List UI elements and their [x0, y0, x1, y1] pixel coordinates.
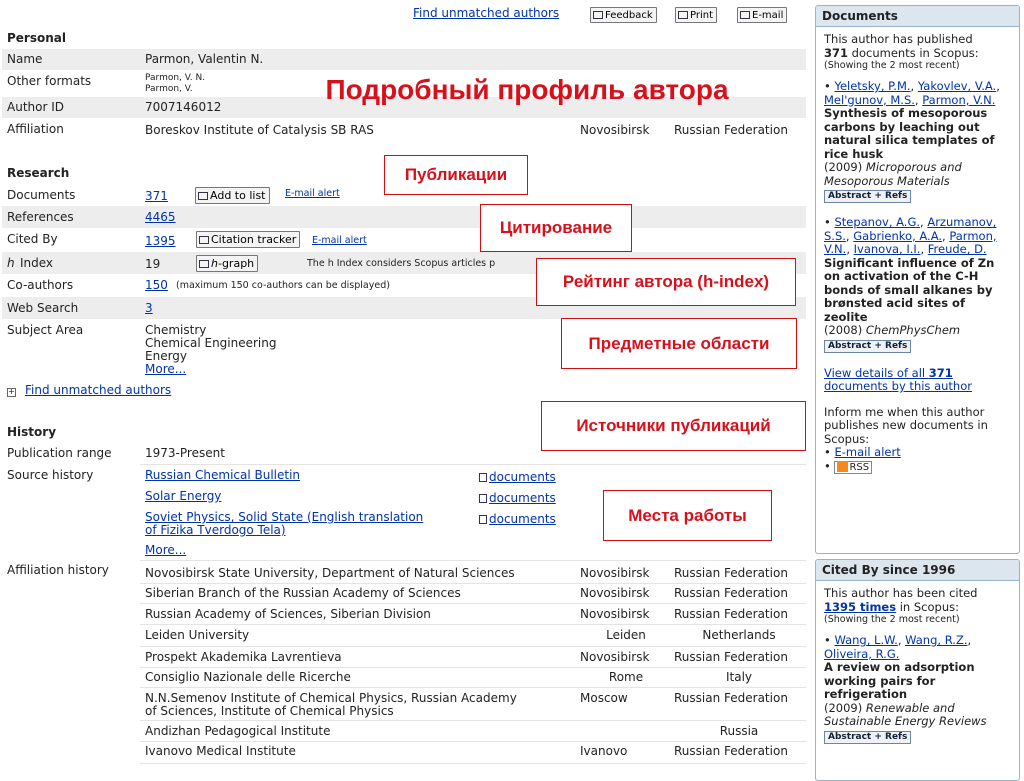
document-icon	[479, 515, 487, 524]
cited-by-panel	[815, 559, 1020, 781]
source-title-link[interactable]: Soviet Physics, Solid State (English translation	[145, 510, 424, 524]
print-label: Print	[690, 10, 714, 21]
subject-item: Energy	[145, 349, 188, 363]
abstract-refs-button[interactable]: Abstract + Refs	[824, 340, 911, 353]
name-value: Parmon, Valentin N.	[145, 52, 264, 66]
annotation-workplaces: Места работы	[603, 490, 772, 541]
cited-by-label: Cited By	[7, 232, 58, 246]
source-title-link-cont[interactable]: of Fizika Tverdogo Tela)	[145, 523, 286, 537]
cited-intro-text: This author has been cited	[824, 586, 978, 600]
affiliation-history-country: Russian Federation	[674, 566, 788, 580]
author-link[interactable]: Yakovlev, V.A.	[917, 79, 997, 93]
documents-intro	[824, 33, 1011, 60]
document-icon	[479, 473, 487, 482]
annotation-h-index: Рейтинг автора (h-index)	[536, 258, 796, 306]
view-all-documents-link[interactable]	[824, 367, 1011, 394]
envelope-icon	[740, 11, 750, 19]
affiliation-history-country: Russia	[719, 724, 759, 738]
affiliation-history-country: Russian Federation	[674, 586, 788, 600]
affiliation-history-name: Russian Academy of Sciences, Siberian Division	[145, 607, 431, 621]
author-link[interactable]: Wang, L.W.	[834, 633, 898, 647]
separator	[140, 560, 806, 561]
abstract-refs-button[interactable]: Abstract + Refs	[824, 190, 911, 203]
web-search-label: Web Search	[7, 301, 79, 315]
author-link[interactable]: Ivanova, I.I.	[853, 242, 921, 256]
affiliation-history-row	[2, 563, 806, 583]
affiliation-history-country: Russian Federation	[674, 691, 788, 705]
affiliation-history-city: Novosibirsk	[580, 586, 650, 600]
cited-by-panel-title: Cited By since 1996	[816, 560, 1019, 581]
cited-intro-text-2: in Scopus:	[896, 599, 959, 614]
cited-intro	[824, 587, 1011, 614]
citation-tracker-label: Citation tracker	[211, 233, 297, 246]
find-unmatched-authors-link-2[interactable]: Find unmatched authors	[25, 383, 172, 397]
documents-panel-count: 371	[824, 45, 849, 60]
affiliation-history-row	[2, 688, 806, 720]
document-year: (2009)	[824, 160, 863, 174]
documents-count-link[interactable]: 371	[145, 189, 168, 203]
rss-icon	[837, 461, 848, 472]
annotation-citations: Цитирование	[480, 204, 632, 252]
personal-heading: Personal	[7, 31, 66, 45]
cited-showing-note: (Showing the 2 most recent)	[824, 614, 960, 625]
add-to-list-button[interactable]	[195, 187, 270, 204]
author-link[interactable]: Stepanov, A.G.	[834, 215, 921, 229]
other-formats-label: Other formats	[7, 74, 92, 88]
alert-email-item: • E-mail alert	[824, 445, 901, 459]
find-unmatched-authors-link[interactable]: Find unmatched authors	[413, 6, 560, 20]
feedback-icon	[593, 11, 603, 19]
name-label: Name	[7, 52, 43, 66]
affiliation-city: Novosibirsk	[580, 123, 650, 137]
documents-showing-note: (Showing the 2 most recent)	[824, 60, 960, 71]
affiliation-history-city: Novosibirsk	[580, 607, 650, 621]
affiliation-history-city: Novosibirsk	[580, 566, 650, 580]
references-label: References	[7, 210, 74, 224]
graph-icon	[199, 260, 209, 268]
h-prefix: h	[7, 256, 15, 270]
view-all-text-2[interactable]: documents by this author	[824, 379, 972, 393]
affiliation-history-country: Russian Federation	[674, 744, 788, 758]
add-list-icon	[198, 192, 208, 200]
affiliation-history-country: Italy	[725, 670, 753, 684]
source-documents-link[interactable]	[479, 491, 556, 505]
publication-range-value: 1973-Present	[145, 446, 225, 460]
source-title-link[interactable]: Solar Energy	[145, 489, 222, 503]
view-all-count[interactable]: 371	[928, 365, 953, 380]
affiliation-value: Boreskov Institute of Catalysis SB RAS	[145, 123, 374, 137]
author-id-label: Author ID	[7, 100, 64, 114]
subject-item: Chemical Engineering	[145, 336, 277, 350]
recent-document-1: • Yeletsky, P.M., Yakovlev, V.A., Mel'gunov, M.S., Parmon, V.N. Synthesis of mesoporous carbons by leaching out natural silica templates of rice husk (2009) Microporous and Mesoporous Materials Abstract + Refs	[824, 80, 1011, 203]
coauthors-count-link[interactable]: 150	[145, 278, 168, 292]
source-documents-label[interactable]: documents	[489, 491, 556, 505]
author-link[interactable]: Arzumanov, S.S.	[824, 215, 997, 243]
documents-label: Documents	[7, 188, 76, 202]
cited-email-alert-link[interactable]: E-mail alert	[312, 235, 367, 246]
documents-intro-text: This author has published	[824, 32, 973, 46]
recent-document-2: • Stepanov, A.G., Arzumanov, S.S., Gabrienko, A.A., Parmon, V.N., Ivanova, I.I., Freude, D. Significant influence of Zn on activation of the C-H bonds of small alkanes by brønsted acid sites of zeolite (2008) ChemPhysChem Abstract + Refs	[824, 216, 1011, 353]
affiliation-history-city: Ivanovo	[580, 744, 628, 758]
publication-range-label: Publication range	[7, 446, 112, 460]
annotation-subject-areas: Предметные области	[561, 318, 797, 369]
affiliation-history-name: Novosibirsk State University, Department of Natural Sciences	[145, 566, 515, 580]
other-format-2: Parmon, V.	[145, 84, 193, 94]
inform-text: Inform me when this author publishes new documents in Scopus:	[824, 404, 988, 446]
source-title-link[interactable]: Russian Chemical Bulletin	[145, 468, 301, 482]
source-documents-link[interactable]	[479, 512, 556, 526]
document-year: (2008)	[824, 323, 863, 337]
author-link[interactable]: Gabrienko, A.A.	[853, 228, 943, 243]
affiliation-history-row	[2, 604, 806, 624]
affiliation-history-country: Netherlands	[702, 628, 776, 642]
other-format-1: Parmon, V. N.	[145, 73, 206, 83]
h-index-note: The h Index considers Scopus articles p	[307, 258, 496, 269]
annotation-sources: Источники публикаций	[541, 401, 806, 451]
affiliation-history-country: Russian Federation	[674, 650, 788, 664]
affiliation-history-city: Novosibirsk	[580, 650, 650, 664]
author-link[interactable]: Freude, D.	[927, 242, 987, 256]
author-id-value: 7007146012	[145, 100, 222, 114]
coauthors-note: (maximum 150 co-authors can be displayed)	[176, 280, 390, 291]
affiliation-history-name: Ivanovo Medical Institute	[145, 744, 296, 758]
h-index-label: Index	[20, 256, 54, 270]
affiliation-row	[2, 119, 806, 141]
name-row	[2, 49, 806, 70]
affiliation-history-row	[2, 721, 806, 741]
email-label: E-mail	[752, 10, 784, 21]
affiliation-history-row	[2, 625, 806, 646]
view-all-text[interactable]: View details of all	[824, 365, 929, 380]
h-graph-label: -graph	[217, 257, 255, 270]
separator	[140, 763, 806, 764]
citation-tracker-button[interactable]	[196, 231, 300, 248]
cited-by-row	[2, 228, 806, 252]
cited-by-count-link[interactable]: 1395	[145, 234, 176, 248]
rss-label: RSS	[849, 461, 870, 473]
affiliation-history-name: Siberian Branch of the Russian Academy of Sciences	[145, 586, 461, 600]
affiliation-history-city: Moscow	[580, 691, 628, 705]
author-link[interactable]: Mel'gunov, M.S.	[824, 92, 915, 107]
author-link[interactable]: Oliveira, R.G.	[824, 646, 900, 661]
citation-tracker-icon	[199, 236, 209, 244]
affiliation-history-name: N.N.Semenov Institute of Chemical Physics, Russian Academy	[145, 691, 517, 705]
email-button[interactable]	[737, 7, 787, 23]
affiliation-history-row	[2, 741, 806, 763]
history-heading: History	[7, 425, 57, 439]
research-heading: Research	[7, 166, 70, 180]
sidebar-email-alert-link[interactable]: E-mail alert	[834, 445, 901, 459]
document-journal: ChemPhysChem	[865, 323, 961, 337]
document-title: A review on adsorption working pairs for refrigeration	[824, 660, 975, 701]
printer-icon	[678, 11, 688, 19]
source-documents-link[interactable]	[479, 470, 556, 484]
source-history-label: Source history	[7, 468, 94, 482]
subject-area-label: Subject Area	[7, 323, 84, 337]
subject-item: Chemistry	[145, 323, 207, 337]
author-link[interactable]: Wang, R.Z.	[905, 633, 968, 647]
author-link[interactable]: Parmon, V.N.	[922, 92, 996, 107]
cited-times-link[interactable]: 1395 times	[824, 599, 897, 614]
source-more-link[interactable]: More...	[145, 543, 187, 557]
affiliation-history-city: Leiden	[606, 628, 646, 642]
rss-button[interactable]	[834, 461, 872, 474]
affiliation-history-country: Russian Federation	[674, 607, 788, 621]
documents-intro-text-2: documents in Scopus:	[848, 45, 979, 60]
affiliation-history-row	[2, 667, 806, 687]
feedback-button[interactable]	[590, 7, 657, 23]
document-year: (2009)	[824, 700, 863, 715]
affiliation-history-row	[2, 647, 806, 667]
author-link[interactable]: Yeletsky, P.M.	[834, 79, 911, 93]
references-count-link[interactable]: 4465	[145, 210, 176, 224]
documents-panel	[815, 5, 1020, 554]
affiliation-country: Russian Federation	[674, 123, 788, 137]
affiliation-history-row	[2, 583, 806, 603]
print-button[interactable]	[675, 7, 717, 23]
document-title: Synthesis of mesoporous carbons by leaching out natural silica templates of rice husk	[824, 106, 995, 161]
affiliation-history-city: Rome	[608, 670, 644, 684]
h-index-value: 19	[145, 257, 161, 271]
affiliation-label: Affiliation	[7, 122, 64, 136]
documents-email-alert-link[interactable]: E-mail alert	[285, 188, 340, 199]
document-title: Significant influence of Zn on activation of the C-H bonds of small alkanes by brønsted acid sites of zeolite	[824, 255, 995, 324]
author-link[interactable]: Parmon, V.N.	[824, 228, 997, 256]
h-graph-button[interactable]: h-graph	[196, 255, 258, 272]
source-documents-label[interactable]: documents	[489, 470, 556, 484]
document-journal: Microporous and Mesoporous Materials	[824, 160, 962, 188]
document-icon	[479, 494, 487, 503]
expand-plus-icon: +	[8, 387, 15, 396]
documents-panel-title: Documents	[816, 6, 1019, 27]
affiliation-history-label: Affiliation history	[7, 563, 109, 577]
alert-rss-item: • RSS	[824, 460, 1011, 475]
add-to-list-label: Add to list	[210, 189, 266, 202]
references-row	[2, 206, 806, 228]
document-journal: Renewable and Sustainable Energy Reviews	[824, 700, 987, 728]
sidebar	[815, 5, 1020, 781]
affiliation-history-name-cont: of Sciences, Institute of Chemical Physics	[145, 704, 394, 718]
affiliation-history-name: Prospekt Akademika Lavrentieva	[145, 650, 342, 664]
annotation-publications: Публикации	[384, 155, 528, 195]
citing-document-1: • Wang, L.W., Wang, R.Z., Oliveira, R.G. A review on adsorption working pairs for refrigeration (2009) Renewable and Sustainable Energy Reviews Abstract + Refs	[824, 634, 1011, 744]
affiliation-history-name: Andizhan Pedagogical Institute	[145, 724, 331, 738]
coauthors-label: Co-authors	[7, 278, 74, 292]
subject-more-link[interactable]: More...	[145, 362, 187, 376]
find-unmatched-expander[interactable]	[7, 383, 171, 397]
abstract-refs-button[interactable]: Abstract + Refs	[824, 731, 911, 744]
web-search-count-link[interactable]: 3	[145, 301, 153, 315]
affiliation-history-name: Leiden University	[145, 628, 250, 642]
feedback-label: Feedback	[605, 10, 653, 21]
annotation-title: Подробный профиль автора	[325, 74, 729, 105]
affiliation-history-name: Consiglio Nazionale delle Ricerche	[145, 670, 351, 684]
source-documents-label[interactable]: documents	[489, 512, 556, 526]
